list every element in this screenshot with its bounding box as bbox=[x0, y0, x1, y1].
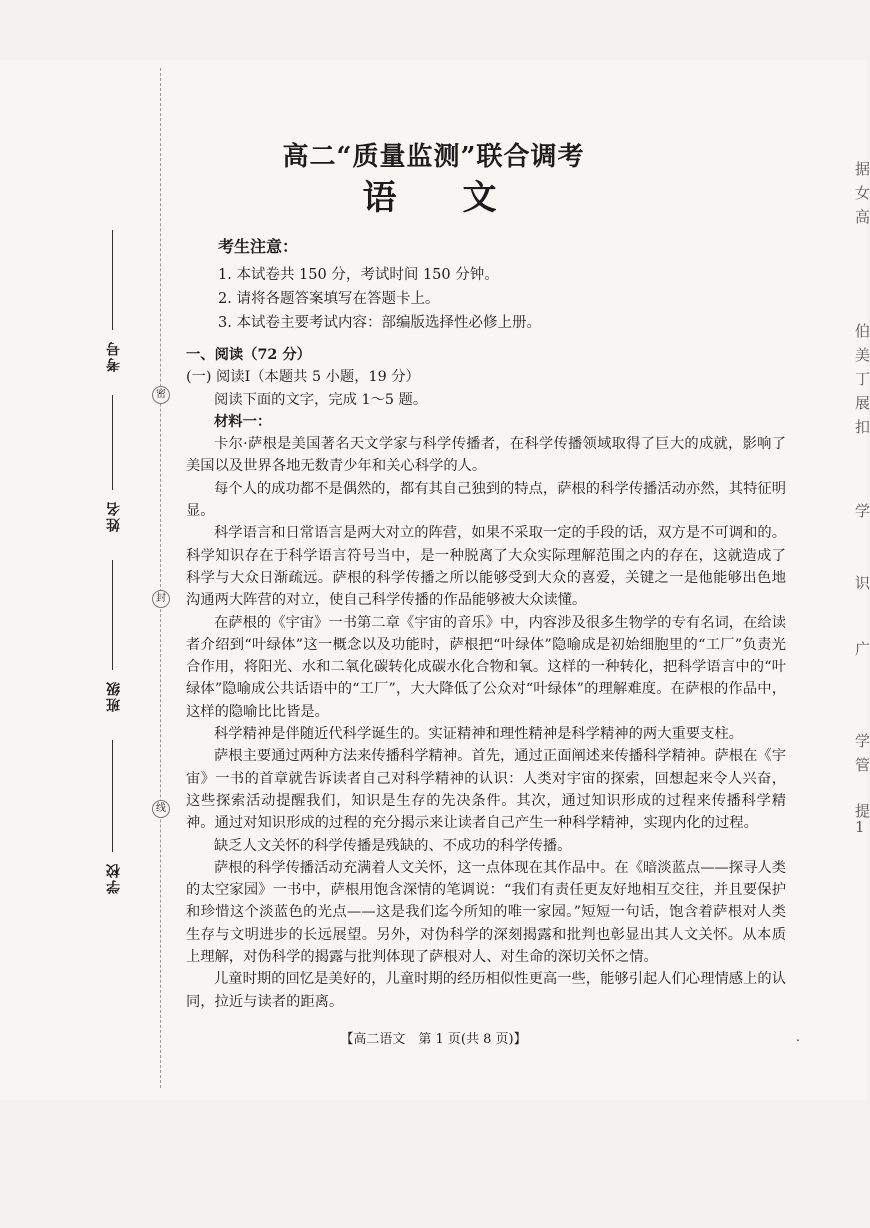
section-title: 一、阅读（72 分） bbox=[186, 347, 311, 363]
passage-paragraph: 萨根的科学传播活动充满着人文关怀，这一点体现在其作品中。在《暗淡蓝点——探寻人类的太空家园》一书中，萨根用饱含深情的笔调说：“我们有责任更友好地相互交往，并且要保护和珍惜这个淡蓝色的光点——这是我们迄今所知的唯一家园。”短短一句话，饱含着萨根对人类生存与文明进步的长远展望。另外，对伪科学的深刻揭露和批判也彰显出其人文关怀。从本质上理解，对伪科学的揭露与批判体现了萨根对人、对生命的深切关怀之情。 bbox=[186, 859, 786, 966]
candidate-notice bbox=[218, 234, 541, 335]
edge-fragment: 学 bbox=[855, 502, 870, 520]
edge-fragment: 据 bbox=[855, 160, 870, 178]
reading-content bbox=[186, 344, 786, 1013]
passage-paragraph: 儿童时期的回忆是美好的，儿童时期的经历相似性更高一些，能够引起人们心理情感上的认同，拉近与读者的距离。 bbox=[186, 971, 786, 1010]
edge-fragment: 扣 bbox=[855, 418, 870, 436]
seal-mark-xian: 线 bbox=[152, 800, 170, 818]
notice-item: 3. 本试卷主要考试内容：部编版选择性必修上册。 bbox=[218, 315, 541, 331]
edge-fragment: 女 bbox=[855, 184, 870, 202]
notice-item: 2. 请将各题答案填写在答题卡上。 bbox=[218, 291, 440, 307]
page-footer: 【高二语文 第 1 页(共 8 页)】 bbox=[340, 1032, 527, 1047]
passage-paragraph: 在萨根的《宇宙》一书第二章《宇宙的音乐》中，内容涉及很多生物学的专有名词，在给读者介绍到“叶绿体”这一概念以及功能时，萨根把“叶绿体”隐喻成是初始细胞里的“工厂”负责光合作用，将阳光、水和二氧化碳转化成碳水化合物和氧。这样的一种转化，把科学语言中的“叶绿体”隐喻成公共话语中的“工厂”，大大降低了公众对“叶绿体”的理解难度。在萨根的作品中，这样的隐喻比比皆是。 bbox=[186, 614, 786, 720]
edge-fragment: 提 bbox=[855, 802, 870, 820]
edge-fragment: 展 bbox=[855, 394, 870, 412]
exam-title: 高二“质量监测”联合调考 bbox=[282, 142, 585, 172]
seal-mark-feng: 封 bbox=[152, 590, 170, 608]
exam-number-label: 考号 bbox=[106, 340, 122, 372]
school-line bbox=[112, 740, 113, 852]
section-instruction: 阅读下面的文字，完成 1～5 题。 bbox=[214, 391, 428, 408]
school-label: 学校 bbox=[106, 862, 122, 894]
edge-fragment: 伯 bbox=[855, 322, 870, 340]
class-line bbox=[112, 560, 113, 670]
edge-fragment: 广 bbox=[855, 640, 870, 658]
binding-fold-line bbox=[160, 68, 161, 1088]
edge-fragment: 学 bbox=[855, 732, 870, 750]
edge-fragment: 美 bbox=[855, 346, 870, 364]
name-line bbox=[112, 395, 113, 490]
passage-paragraph: 缺乏人文关怀的科学传播是残缺的、不成功的科学传播。 bbox=[214, 837, 572, 854]
edge-fragment: 识 bbox=[855, 574, 870, 592]
passage-paragraph: 萨根主要通过两种方法来传播科学精神。首先，通过正面阐述来传播科学精神。萨根在《宇宙》一书的首章就告诉读者自己对科学精神的认识：人类对宇宙的探索，回想起来令人兴奋，这些探索活动提醒我们，知识是生存的先决条件。其次，通过知识形成的过程来传播科学精神。通过对知识形成的过程的充分揭示来让读者自己产生一种科学精神，实现内化的过程。 bbox=[186, 748, 786, 832]
scan-dot: . bbox=[796, 1030, 800, 1044]
edge-fragment: 1 bbox=[855, 818, 865, 836]
exam-number-line bbox=[112, 230, 113, 330]
material-label: 材料一： bbox=[214, 413, 272, 430]
subject-title: 语文 bbox=[362, 178, 563, 218]
passage-paragraph: 每个人的成功都不是偶然的，都有其自己独到的特点，萨根的科学传播活动亦然，其特征明显。 bbox=[186, 480, 786, 520]
name-label: 姓名 bbox=[106, 500, 122, 532]
seal-mark-mi: 密 bbox=[152, 386, 170, 404]
passage-paragraph: 科学语言和日常语言是两大对立的阵营，如果不采取一定的手段的话，双方是不可调和的。科学知识存在于科学语言符号当中，是一种脱离了大众实际理解范围之内的存在，这就造成了科学与大众日渐疏远。萨根的科学传播之所以能够受到大众的喜爱，关键之一是他能够出色地沟通两大阵营的对立，使自己科学传播的作品能够被大众读懂。 bbox=[186, 525, 786, 609]
edge-fragment: 高 bbox=[855, 208, 870, 226]
class-label: 班级 bbox=[106, 680, 122, 712]
edge-fragment: 管 bbox=[855, 756, 870, 774]
notice-heading: 考生注意： bbox=[218, 237, 299, 256]
passage-paragraph: 卡尔·萨根是美国著名天文学家与科学传播者，在科学传播领域取得了巨大的成就，影响了美国以及世界各地无数青少年和关心科学的人。 bbox=[186, 436, 786, 475]
passage-paragraph: 科学精神是伴随近代科学诞生的。实证精神和理性精神是科学精神的两大重要支柱。 bbox=[214, 726, 743, 743]
section-subtitle: (一) 阅读Ⅰ（本题共 5 小题，19 分） bbox=[186, 369, 420, 386]
edge-fragment: 丁 bbox=[855, 370, 870, 388]
notice-item: 1. 本试卷共 150 分，考试时间 150 分钟。 bbox=[218, 267, 499, 283]
